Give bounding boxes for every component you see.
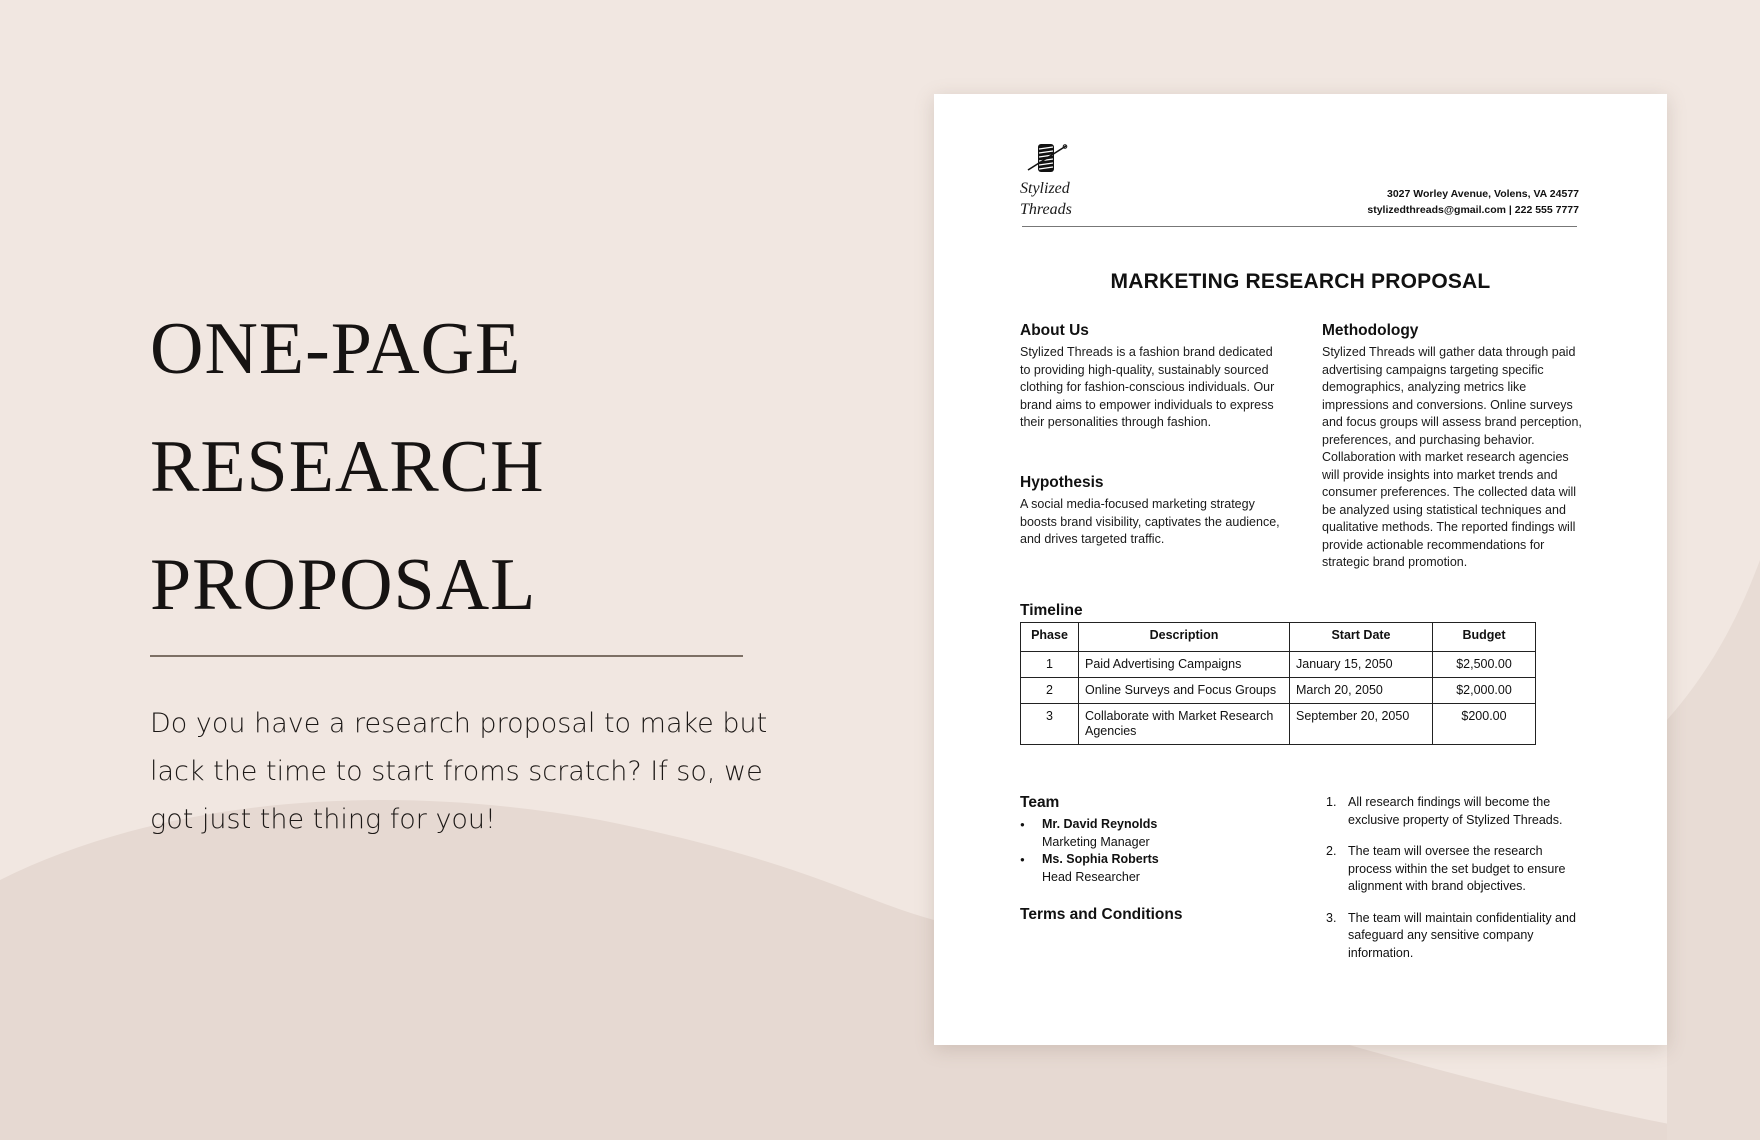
terms-heading: Terms and Conditions bbox=[1020, 906, 1183, 923]
team-member bbox=[1020, 851, 1280, 886]
contact-email-phone: stylizedthreads@gmail.com | 222 555 7777 bbox=[1367, 204, 1579, 216]
terms-item-text: All research findings will become the exclusive property of Stylized Threads. bbox=[1348, 795, 1563, 827]
terms-list bbox=[1326, 794, 1586, 976]
team-member bbox=[1020, 816, 1280, 851]
phase-cell: 3 bbox=[1021, 704, 1079, 745]
table-row bbox=[1021, 704, 1536, 745]
methodology-section bbox=[1322, 322, 1584, 572]
brand-name-line1: Stylized bbox=[1020, 180, 1070, 197]
description-cell: Collaborate with Market Research Agencies bbox=[1079, 704, 1290, 745]
column-header: Start Date bbox=[1290, 623, 1433, 652]
description-cell: Paid Advertising Campaigns bbox=[1079, 652, 1290, 678]
team-member-role: Marketing Manager bbox=[1042, 834, 1150, 849]
methodology-heading: Methodology bbox=[1322, 322, 1419, 339]
promo-title bbox=[150, 290, 545, 644]
terms-item-text: The team will oversee the research process within the set budget to ensure alignment with brand objectives. bbox=[1348, 844, 1566, 893]
budget-cell: $2,000.00 bbox=[1433, 678, 1536, 704]
team-member-role: Head Researcher bbox=[1042, 869, 1140, 884]
promo-description: Do you have a research proposal to make but lack the time to start froms scratch? If so, we got just the thing for you! bbox=[150, 708, 768, 835]
timeline-section bbox=[1020, 602, 1536, 745]
terms-item-number: 1. bbox=[1326, 795, 1337, 809]
contact-info bbox=[1367, 186, 1579, 218]
about-heading: About Us bbox=[1020, 322, 1089, 339]
column-header: Description bbox=[1079, 623, 1290, 652]
brand-logo bbox=[1020, 140, 1072, 218]
about-text: Stylized Threads is a fashion brand dedicated to providing high-quality, sustainably sourced clothing for fashion-conscious individuals. Our brand aims to empower individuals to express their personalities through fashion. bbox=[1020, 345, 1275, 429]
hypothesis-section bbox=[1020, 474, 1280, 549]
team-member-name: ● Mr. David Reynolds bbox=[1042, 817, 1158, 831]
promo-title-line: PROPOSAL bbox=[150, 544, 537, 626]
start-date-cell: September 20, 2050 bbox=[1290, 704, 1433, 745]
header-divider bbox=[1022, 226, 1577, 227]
promo-title-line: RESEARCH bbox=[150, 426, 545, 508]
terms-item-number: 2. bbox=[1326, 844, 1337, 858]
contact-address: 3027 Worley Avenue, Volens, VA 24577 bbox=[1386, 188, 1579, 200]
about-section bbox=[1020, 322, 1280, 432]
team-member-name: ● Ms. Sophia Roberts bbox=[1042, 852, 1159, 866]
table-row bbox=[1021, 678, 1536, 704]
proposal-document bbox=[934, 94, 1667, 1045]
start-date-cell: January 15, 2050 bbox=[1290, 652, 1433, 678]
methodology-text: Stylized Threads will gather data through paid advertising campaigns targeting specific demographics, analyzing metrics like impressions and conversions. Online surveys and focus groups will assess brand perception, preferences, and purchasing behavior. Collaboration with market research agencies will provide insights into market trends and consumer preferences. The collected data will be analyzed using statistical techniques and qualitative methods. The reported findings will provide actionable recommendations for strategic brand promotion. bbox=[1322, 345, 1582, 569]
description-cell: Online Surveys and Focus Groups bbox=[1079, 678, 1290, 704]
terms-item bbox=[1326, 843, 1586, 896]
terms-item-number: 3. bbox=[1326, 910, 1337, 925]
hypothesis-heading: Hypothesis bbox=[1020, 474, 1104, 491]
team-heading: Team bbox=[1020, 794, 1060, 811]
terms-item-text: The team will maintain confidentiality and safeguard any sensitive company information. bbox=[1348, 910, 1576, 960]
phase-cell: 1 bbox=[1021, 652, 1079, 678]
team-list bbox=[1020, 816, 1280, 886]
terms-section bbox=[1020, 906, 1280, 928]
terms-item bbox=[1326, 794, 1586, 829]
document-title: MARKETING RESEARCH PROPOSAL bbox=[1110, 270, 1491, 293]
table-header-row bbox=[1021, 623, 1536, 652]
column-header: Phase bbox=[1021, 623, 1079, 652]
terms-item bbox=[1326, 910, 1586, 963]
column-header: Budget bbox=[1433, 623, 1536, 652]
timeline-heading: Timeline bbox=[1020, 602, 1083, 619]
hypothesis-text: A social media-focused marketing strategy boosts brand visibility, captivates the audience, and drives targeted traffic. bbox=[1020, 497, 1280, 546]
brand-name-line2: Threads bbox=[1020, 201, 1072, 218]
thread-spool-icon bbox=[1024, 140, 1070, 176]
budget-cell: $2,500.00 bbox=[1433, 652, 1536, 678]
timeline-table bbox=[1020, 622, 1536, 745]
promo-divider bbox=[150, 655, 743, 657]
start-date-cell: March 20, 2050 bbox=[1290, 678, 1433, 704]
table-row bbox=[1021, 652, 1536, 678]
budget-cell: $200.00 bbox=[1433, 704, 1536, 745]
phase-cell: 2 bbox=[1021, 678, 1079, 704]
team-section bbox=[1020, 794, 1280, 886]
promo-title-line: ONE-PAGE bbox=[150, 308, 522, 390]
